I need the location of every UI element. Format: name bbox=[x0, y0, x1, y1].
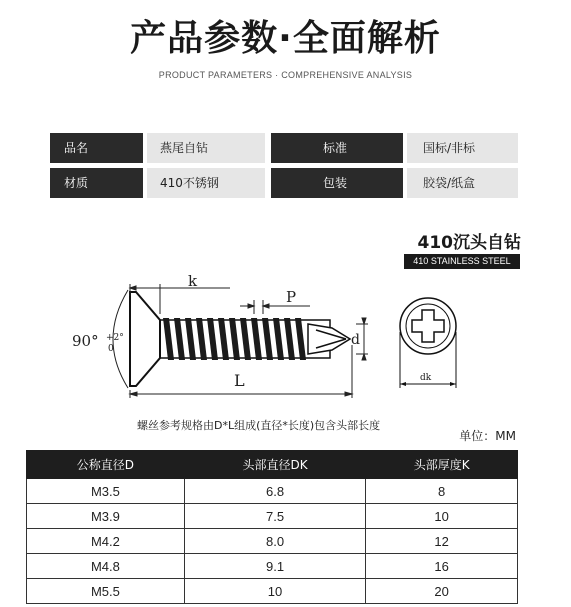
dimension-l: L bbox=[234, 371, 245, 390]
table-cell: 12 bbox=[366, 529, 518, 554]
table-row bbox=[27, 529, 518, 554]
table-row bbox=[27, 504, 518, 529]
column-header: 头部厚度K bbox=[366, 451, 518, 479]
table-cell: 10 bbox=[366, 504, 518, 529]
spec-note: 螺丝参考规格由D*L组成(直径*长度)包含头部长度 bbox=[137, 419, 381, 432]
param-value: 410不锈钢 bbox=[147, 168, 265, 198]
page-title: 产品参数·全面解析 bbox=[130, 18, 441, 59]
table-cell: 8.0 bbox=[184, 529, 365, 554]
table-cell: M5.5 bbox=[27, 579, 185, 604]
param-value: 燕尾自钻 bbox=[147, 133, 265, 163]
unit-label: 单位：MM bbox=[459, 429, 516, 443]
dimension-k: k bbox=[188, 272, 198, 290]
param-label: 包装 bbox=[271, 168, 403, 198]
table-cell: 8 bbox=[366, 479, 518, 504]
table-cell: 9.1 bbox=[184, 554, 365, 579]
param-label: 标准 bbox=[271, 133, 403, 163]
page-subtitle: PRODUCT PARAMETERS · COMPREHENSIVE ANALYSIS bbox=[158, 70, 413, 80]
material-tag: 410 STAINLESS STEEL bbox=[404, 254, 520, 269]
table-cell: 16 bbox=[366, 554, 518, 579]
table-cell: 6.8 bbox=[184, 479, 365, 504]
angle-tol-lower: 0 bbox=[108, 344, 114, 354]
table-cell: M3.5 bbox=[27, 479, 185, 504]
product-name: 410沉头自钻 bbox=[417, 233, 521, 253]
table-cell: 7.5 bbox=[184, 504, 365, 529]
table-cell: M4.8 bbox=[27, 554, 185, 579]
table-cell: 10 bbox=[184, 579, 365, 604]
screw-diagram bbox=[70, 270, 530, 410]
angle-label: 90° bbox=[72, 332, 99, 350]
drill-point bbox=[308, 324, 350, 354]
screw-head bbox=[130, 292, 160, 386]
param-value: 胶袋/纸盒 bbox=[407, 168, 518, 198]
column-header: 公称直径D bbox=[27, 451, 185, 479]
parameter-row bbox=[50, 133, 518, 163]
table-cell: M4.2 bbox=[27, 529, 185, 554]
param-label: 材质 bbox=[50, 168, 143, 198]
table-row bbox=[27, 554, 518, 579]
parameter-row bbox=[50, 168, 518, 198]
param-value: 国标/非标 bbox=[407, 133, 518, 163]
dimension-d: d bbox=[351, 332, 360, 348]
column-header: 头部直径DK bbox=[184, 451, 365, 479]
dimension-p: P bbox=[286, 288, 297, 306]
table-row bbox=[27, 479, 518, 504]
spec-table bbox=[26, 450, 518, 604]
spec-header-row bbox=[27, 451, 518, 479]
screw-threads bbox=[163, 318, 306, 360]
table-row bbox=[27, 579, 518, 604]
param-label: 品名 bbox=[50, 133, 143, 163]
table-cell: 20 bbox=[366, 579, 518, 604]
angle-tol-upper: +2° bbox=[106, 333, 124, 343]
dimension-dk: dk bbox=[420, 373, 432, 383]
parameter-table bbox=[50, 133, 518, 203]
table-cell: M3.9 bbox=[27, 504, 185, 529]
